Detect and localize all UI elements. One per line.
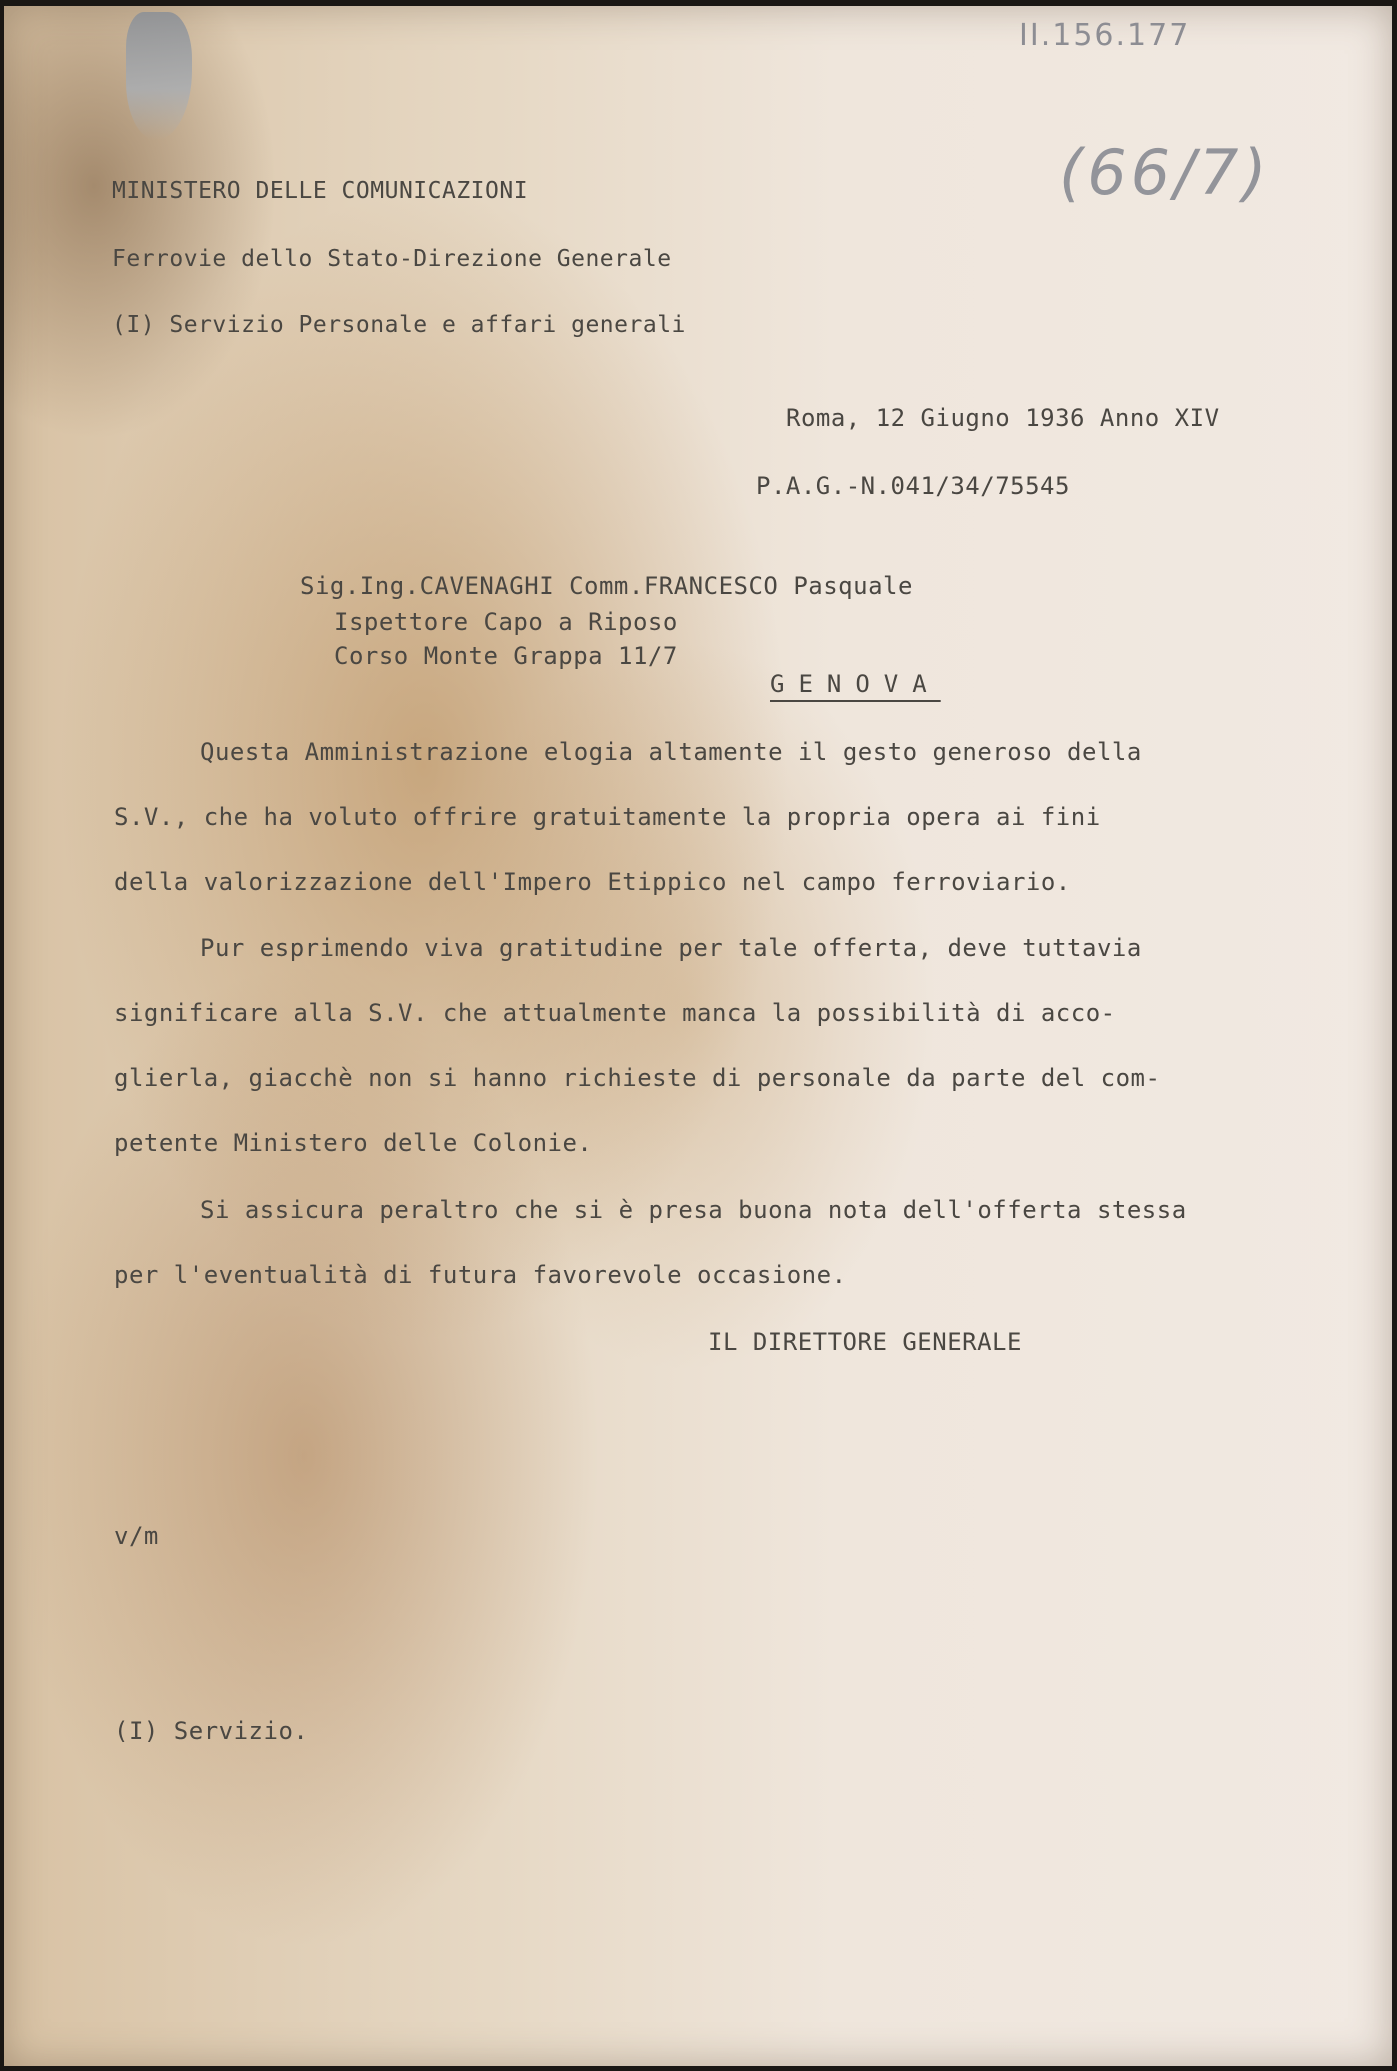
letterhead-ministry: MINISTERO DELLE COMUNICAZIONI bbox=[112, 178, 529, 204]
reference-number: P.A.G.-N.041/34/75545 bbox=[756, 472, 1070, 500]
body-line: della valorizzazione dell'Impero Etippico nel campo ferroviario. bbox=[114, 868, 1071, 896]
body-line: Questa Amministrazione elogia altamente il gesto generoso della bbox=[200, 738, 1142, 766]
paper-tear-damage bbox=[126, 12, 192, 140]
document-page bbox=[4, 6, 1392, 2066]
letterhead-service: (I) Servizio Personale e affari generali bbox=[112, 312, 686, 338]
body-line: Pur esprimendo viva gratitudine per tale offerta, deve tuttavia bbox=[200, 934, 1142, 962]
body-line: Si assicura peraltro che si è presa buona nota dell'offerta stessa bbox=[200, 1196, 1187, 1224]
typist-initials: v/m bbox=[114, 1522, 159, 1550]
archive-file-number: (66/7) bbox=[1059, 136, 1271, 209]
body-line: per l'eventualità di futura favorevole occasione. bbox=[114, 1261, 847, 1289]
signature-title: IL DIRETTORE GENERALE bbox=[708, 1328, 1022, 1356]
recipient-title: Ispettore Capo a Riposo bbox=[334, 608, 678, 636]
recipient-address: Corso Monte Grappa 11/7 bbox=[334, 642, 678, 670]
footer-service: (I) Servizio. bbox=[114, 1717, 309, 1745]
date-line: Roma, 12 Giugno 1936 Anno XIV bbox=[786, 404, 1220, 432]
body-line: S.V., che ha voluto offrire gratuitamente la propria opera ai fini bbox=[114, 803, 1101, 831]
letterhead-railways: Ferrovie dello Stato-Direzione Generale bbox=[112, 246, 672, 272]
body-line: glierla, giacchè non si hanno richieste di personale da parte del com- bbox=[114, 1064, 1161, 1092]
recipient-name: Sig.Ing.CAVENAGHI Comm.FRANCESCO Pasquale bbox=[300, 572, 913, 600]
body-line: petente Ministero delle Colonie. bbox=[114, 1129, 593, 1157]
recipient-city: GENOVA bbox=[770, 670, 941, 698]
archive-shelfmark: II.156.177 bbox=[1019, 18, 1191, 53]
body-line: significare alla S.V. che attualmente manca la possibilità di acco- bbox=[114, 999, 1116, 1027]
